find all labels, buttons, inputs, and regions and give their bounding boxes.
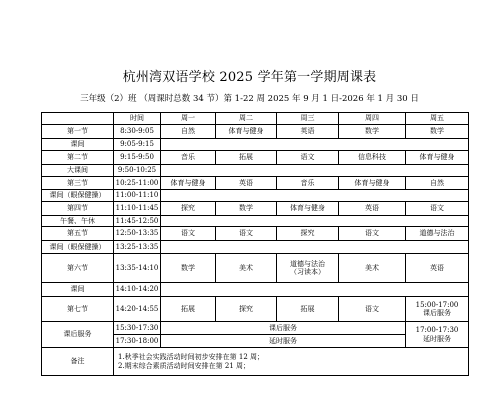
empty-cell xyxy=(161,165,469,177)
class-cell: 体育与健身 xyxy=(339,177,406,190)
table-row xyxy=(42,202,469,216)
class-cell: 英语 xyxy=(406,254,469,283)
class-cell: 数学 xyxy=(161,254,216,283)
class-cell: 道德与法治（习读本） xyxy=(277,254,339,283)
time-cell: 11:00-11:10 xyxy=(114,190,161,202)
class-cell: 拓展 xyxy=(216,151,277,165)
class-cell: 探究 xyxy=(277,227,339,241)
period-label: 课间 xyxy=(42,139,114,151)
class-cell: 体育与健身 xyxy=(406,151,469,165)
time-cell: 8:30-9:05 xyxy=(114,125,161,139)
service-cell: 课后服务 xyxy=(161,322,406,335)
class-cell: 语文 xyxy=(161,227,216,241)
header-cell: 周五 xyxy=(406,113,469,125)
class-cell: 数学 xyxy=(216,202,277,216)
time-cell: 13:25-13:35 xyxy=(114,241,161,254)
note-line: 1.秋季社会实践活动时间初步安排在第 12 周； xyxy=(118,353,265,362)
note-line: 2.期末综合素质活动时间安排在第 21 周； xyxy=(118,361,251,370)
schedule-table xyxy=(41,112,469,376)
class-cell: 数学 xyxy=(406,125,469,139)
time-cell: 12:50-13:35 xyxy=(114,227,161,241)
table-row xyxy=(42,139,469,151)
class-cell: 语文 xyxy=(406,202,469,216)
class-cell: 自然 xyxy=(406,177,469,190)
header-cell: 周三 xyxy=(277,113,339,125)
period-label: 课后服务 xyxy=(42,322,114,348)
time-cell: 10:25-11:00 xyxy=(114,177,161,190)
time-cell: 14:10-14:20 xyxy=(114,283,161,297)
time-cell: 13:35-14:10 xyxy=(114,254,161,283)
header-cell: 时间 xyxy=(114,113,161,125)
class-cell: 道德与法治 xyxy=(406,227,469,241)
table-row xyxy=(42,297,469,322)
class-cell: 探究 xyxy=(161,202,216,216)
period-label: 第三节 xyxy=(42,177,114,190)
period-label: 课间（眼保健操） xyxy=(42,241,114,254)
time-cell: 17:30-18:00 xyxy=(114,335,161,348)
time-cell: 9:05-9:15 xyxy=(114,139,161,151)
class-cell: 语文 xyxy=(339,297,406,322)
period-label: 课间 xyxy=(42,283,114,297)
period-label: 第五节 xyxy=(42,227,114,241)
time-cell: 15:30-17:30 xyxy=(114,322,161,335)
table-row xyxy=(42,125,469,139)
table-row xyxy=(42,227,469,241)
class-cell: 自然 xyxy=(161,125,216,139)
header-cell xyxy=(42,113,114,125)
class-cell: 信息科技 xyxy=(339,151,406,165)
service-cell: 延时服务 xyxy=(161,335,406,348)
class-cell: 语文 xyxy=(339,227,406,241)
time-cell: 9:50-10:25 xyxy=(114,165,161,177)
empty-cell xyxy=(161,283,469,297)
empty-cell xyxy=(161,190,469,202)
page-title: 杭州湾双语学校 2025 学年第一学期周课表 xyxy=(122,70,377,85)
table-row xyxy=(42,322,469,335)
table-header-row xyxy=(42,113,469,125)
class-cell: 语文 xyxy=(216,227,277,241)
header-cell: 周二 xyxy=(216,113,277,125)
period-label: 第二节 xyxy=(42,151,114,165)
time-cell: 14:20-14:55 xyxy=(114,297,161,322)
table-row xyxy=(42,254,469,283)
class-cell: 拓展 xyxy=(277,297,339,322)
table-row xyxy=(42,151,469,165)
empty-cell xyxy=(161,139,469,151)
period-label: 第六节 xyxy=(42,254,114,283)
table-row xyxy=(42,241,469,254)
class-cell: 体育与健身 xyxy=(277,202,339,216)
class-cell: 语文 xyxy=(277,151,339,165)
table-row xyxy=(42,283,469,297)
period-label: 大课间 xyxy=(42,165,114,177)
notes-content xyxy=(114,348,469,376)
class-cell: 探究 xyxy=(216,297,277,322)
empty-cell xyxy=(161,216,469,227)
period-label: 第四节 xyxy=(42,202,114,216)
class-cell: 英语 xyxy=(339,202,406,216)
class-cell: 体育与健身 xyxy=(216,125,277,139)
time-cell: 9:15-9:50 xyxy=(114,151,161,165)
header-cell: 周四 xyxy=(339,113,406,125)
table-row xyxy=(42,190,469,202)
class-cell: 美术 xyxy=(216,254,277,283)
time-cell: 11:10-11:45 xyxy=(114,202,161,216)
notes-label: 备注 xyxy=(42,348,114,376)
class-cell: 体育与健身 xyxy=(161,177,216,190)
period-label: 第一节 xyxy=(42,125,114,139)
class-cell: 音乐 xyxy=(161,151,216,165)
class-cell: 英语 xyxy=(216,177,277,190)
class-cell: 美术 xyxy=(339,254,406,283)
table-row xyxy=(42,165,469,177)
period-label: 第七节 xyxy=(42,297,114,322)
table-row xyxy=(42,216,469,227)
class-cell: 拓展 xyxy=(161,297,216,322)
class-cell: 音乐 xyxy=(277,177,339,190)
header-cell: 周一 xyxy=(161,113,216,125)
extended-service-cell: 17:00-17:30 延时服务 xyxy=(406,322,469,348)
class-info-subtitle: 三年级（2）班 （周课时总数 34 节）第 1-22 周 2025 年 9 月 1 日-2026 年 1 月 30 日 xyxy=(80,94,419,104)
time-cell: 11:45-12:50 xyxy=(114,216,161,227)
class-cell: 数学 xyxy=(339,125,406,139)
empty-cell xyxy=(161,241,469,254)
notes-row xyxy=(42,348,469,376)
after-school-service-cell: 15:00-17:00 课后服务 xyxy=(406,297,469,322)
period-label: 课间（眼保健操） xyxy=(42,190,114,202)
period-label: 午餐、午休 xyxy=(42,216,114,227)
class-cell: 英语 xyxy=(277,125,339,139)
table-row xyxy=(42,177,469,190)
